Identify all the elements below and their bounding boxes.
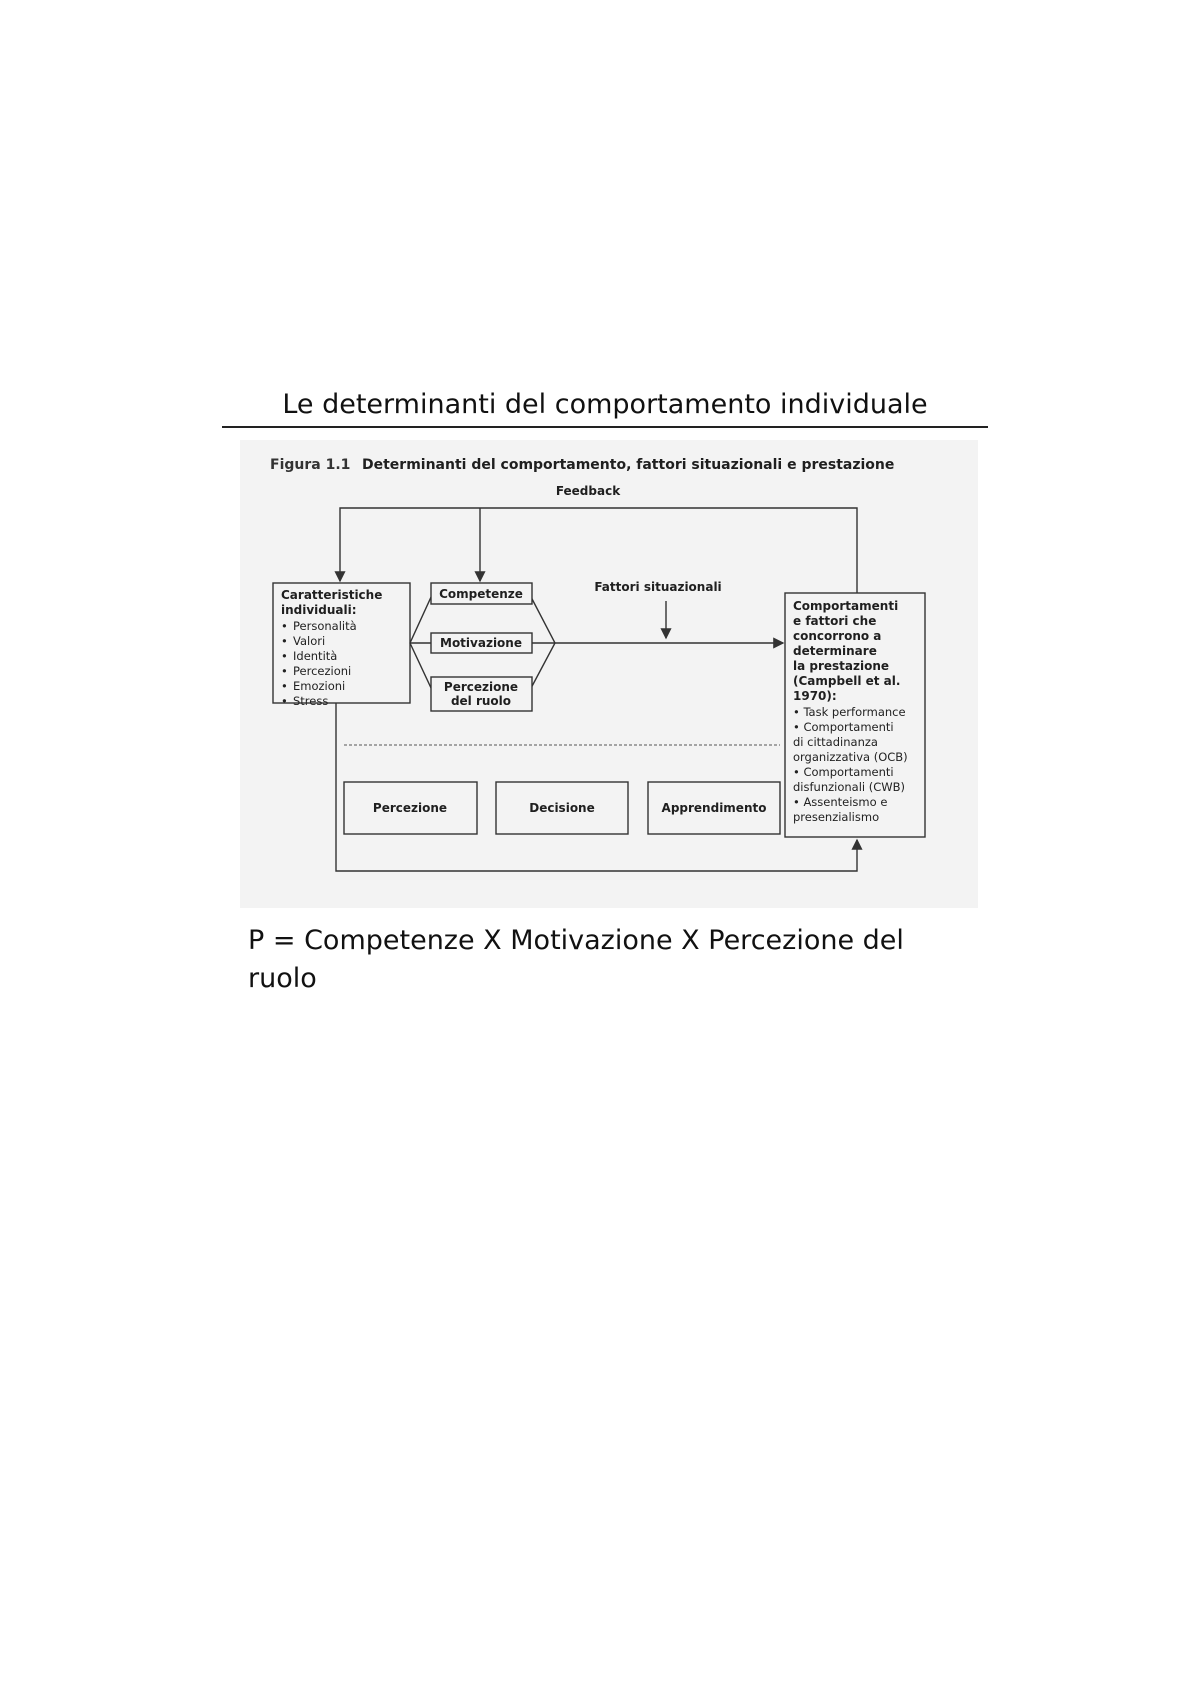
performance-formula: P = Competenze X Motivazione X Percezione del ruolo: [248, 925, 904, 994]
outcome-title-line: 1970):: [793, 689, 837, 703]
outcome-title-line: e fattori che: [793, 614, 877, 628]
individual-title-line1: Caratteristiche: [281, 588, 383, 602]
percezione-ruolo-label-line1: Percezione: [443, 680, 519, 694]
motivazione-label: Motivazione: [440, 636, 522, 650]
individual-item: Valori: [293, 634, 326, 648]
outcome-title-line: determinare: [793, 644, 877, 658]
individual-item: Stress: [293, 694, 329, 708]
outcome-item-line: • Task performance: [793, 705, 906, 719]
process-label-decisione: Decisione: [529, 801, 595, 815]
outcome-item-line: di cittadinanza: [793, 735, 878, 749]
percezione-ruolo-label-line2: del ruolo: [450, 694, 512, 708]
individual-item-bullet: •: [281, 634, 288, 648]
outcome-item-line: • Comportamenti: [793, 765, 894, 779]
behavior-determinants-diagram: [240, 440, 978, 908]
process-loop: [336, 703, 857, 871]
outcome-item-line: • Assenteismo e: [793, 795, 888, 809]
individual-item-bullet: •: [281, 619, 288, 633]
outcome-item-line: • Comportamenti: [793, 720, 894, 734]
figure-title: Determinanti del comportamento, fattori situazionali e prestazione: [362, 457, 895, 473]
situational-factors-label: Fattori situazionali: [594, 580, 722, 594]
competenze-label: Competenze: [439, 587, 523, 601]
outcome-item-line: disfunzionali (CWB): [793, 780, 906, 794]
individual-item: Identità: [293, 649, 338, 663]
process-label-percezione: Percezione: [372, 801, 448, 815]
outcome-title-line: la prestazione: [793, 659, 890, 673]
process-label-apprendimento: Apprendimento: [661, 801, 767, 815]
individual-item: Emozioni: [293, 679, 346, 693]
outcome-title-line: (Campbell et al.: [793, 674, 901, 688]
figure-label: Figura 1.1: [270, 457, 351, 473]
outcome-item-line: organizzativa (OCB): [793, 750, 908, 764]
individual-item: Percezioni: [293, 664, 352, 678]
outcome-title-line: Comportamenti: [793, 599, 899, 613]
individual-item-bullet: •: [281, 679, 288, 693]
outcome-item-line: presenzialismo: [793, 810, 880, 824]
individual-title-line2: individuali:: [281, 603, 357, 617]
figure-area: [240, 440, 978, 908]
individual-item-bullet: •: [281, 664, 288, 678]
individual-item-bullet: •: [281, 649, 288, 663]
outcome-title-line: concorrono a: [793, 629, 882, 643]
feedback-label: Feedback: [555, 484, 621, 498]
individual-item: Personalità: [293, 619, 357, 633]
page-title: Le determinanti del comportamento individuale: [222, 386, 988, 428]
individual-item-bullet: •: [281, 694, 288, 708]
